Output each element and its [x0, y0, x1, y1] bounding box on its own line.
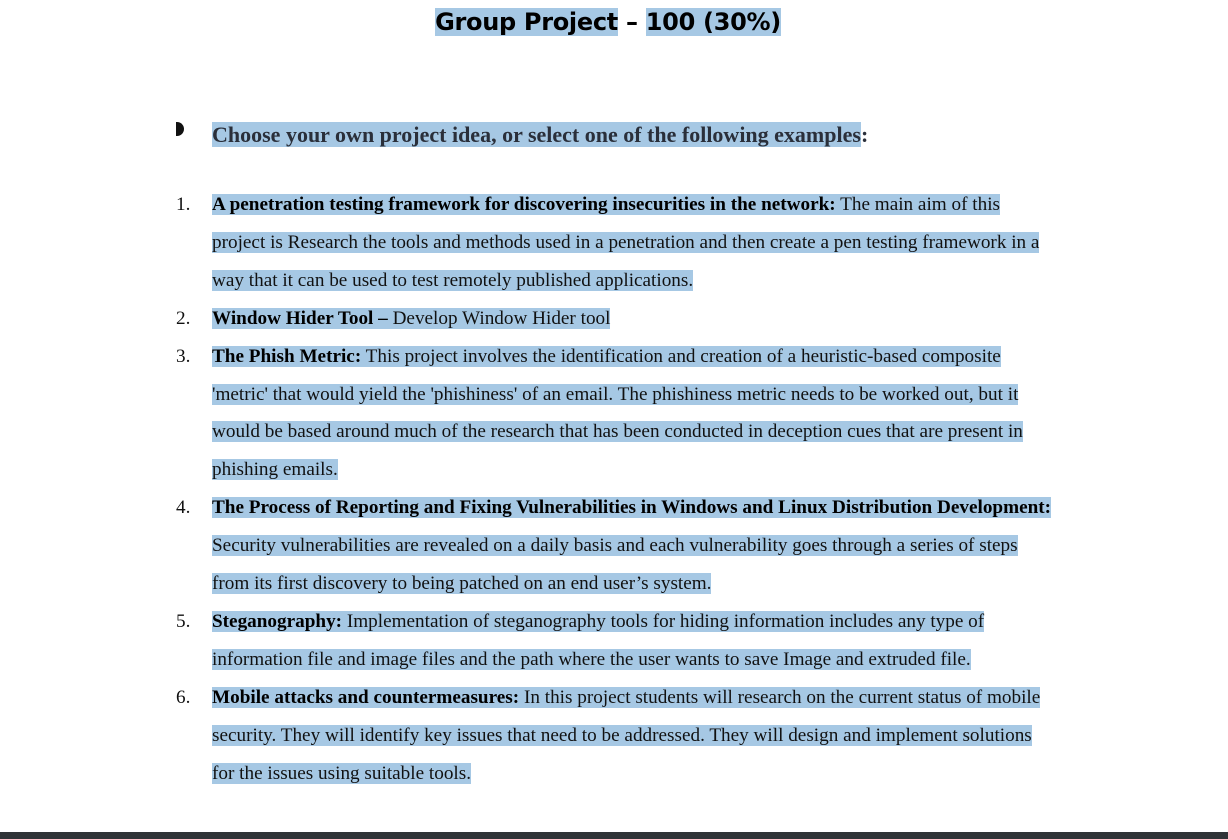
list-number: 4. [176, 497, 191, 519]
title-points: 100 (30%) [645, 8, 781, 36]
list-item [176, 603, 1056, 679]
intro-heading [212, 121, 868, 149]
item-title: Window Hider Tool – [212, 307, 388, 329]
item-title: A penetration testing framework for discovering insecurities in the network: [212, 194, 836, 215]
item-description: The main aim of this project is Research the tools and methods used in a penetration and then create a pen testing framework in a way that it can be used to test remotely published applications. [212, 194, 1040, 291]
page-title [0, 6, 1216, 38]
list-number: 5. [176, 610, 191, 632]
item-description: Security vulnerabilities are revealed on a daily basis and each vulnerability goes through a series of steps from its first discovery to being patched on an end user’s system. [212, 535, 1018, 595]
list-number: 3. [176, 345, 191, 367]
item-description: Develop Window Hider tool [387, 307, 611, 329]
item-description: Implementation of steganography tools for hiding information includes any type of information file and image files and the path where the user wants to save Image and extruded file. [212, 610, 985, 670]
list-item [176, 186, 1056, 300]
list-number: 2. [176, 307, 191, 329]
item-title: The Process of Reporting and Fixing Vulnerabilities in Windows and Linux Distribution Development: [212, 497, 1052, 519]
list-item [176, 300, 1056, 338]
list-item [176, 338, 1056, 490]
list-number: 6. [176, 686, 191, 708]
title-text: Group Project [435, 8, 618, 36]
intro-text: Choose your own project idea, or select one of the following examples [212, 122, 861, 147]
list-number: 1. [176, 194, 191, 215]
item-description: This project involves the identification and creation of a heuristic-based composite 'metric' that would yield the 'phishiness' of an email. The phishiness metric needs to be worked out, but it would be based around much of the research that has been conducted in deception cues that are present in phishing emails. [212, 345, 1023, 481]
item-title: Steganography: [212, 610, 343, 632]
item-description: In this project students will research on the current status of mobile security. They will identify key issues that need to be addressed. They will design and implement solutions for the issues using suitable tools. [212, 686, 1041, 784]
bullet-icon [176, 122, 184, 136]
title-separator: – [617, 8, 646, 36]
project-list [176, 186, 1056, 793]
list-item [176, 489, 1056, 603]
intro-colon: : [860, 122, 869, 147]
item-title: Mobile attacks and countermeasures: [212, 686, 520, 708]
viewer-bottom-edge [0, 832, 1228, 839]
list-item [176, 679, 1056, 793]
item-title: The Phish Metric: [212, 345, 362, 367]
